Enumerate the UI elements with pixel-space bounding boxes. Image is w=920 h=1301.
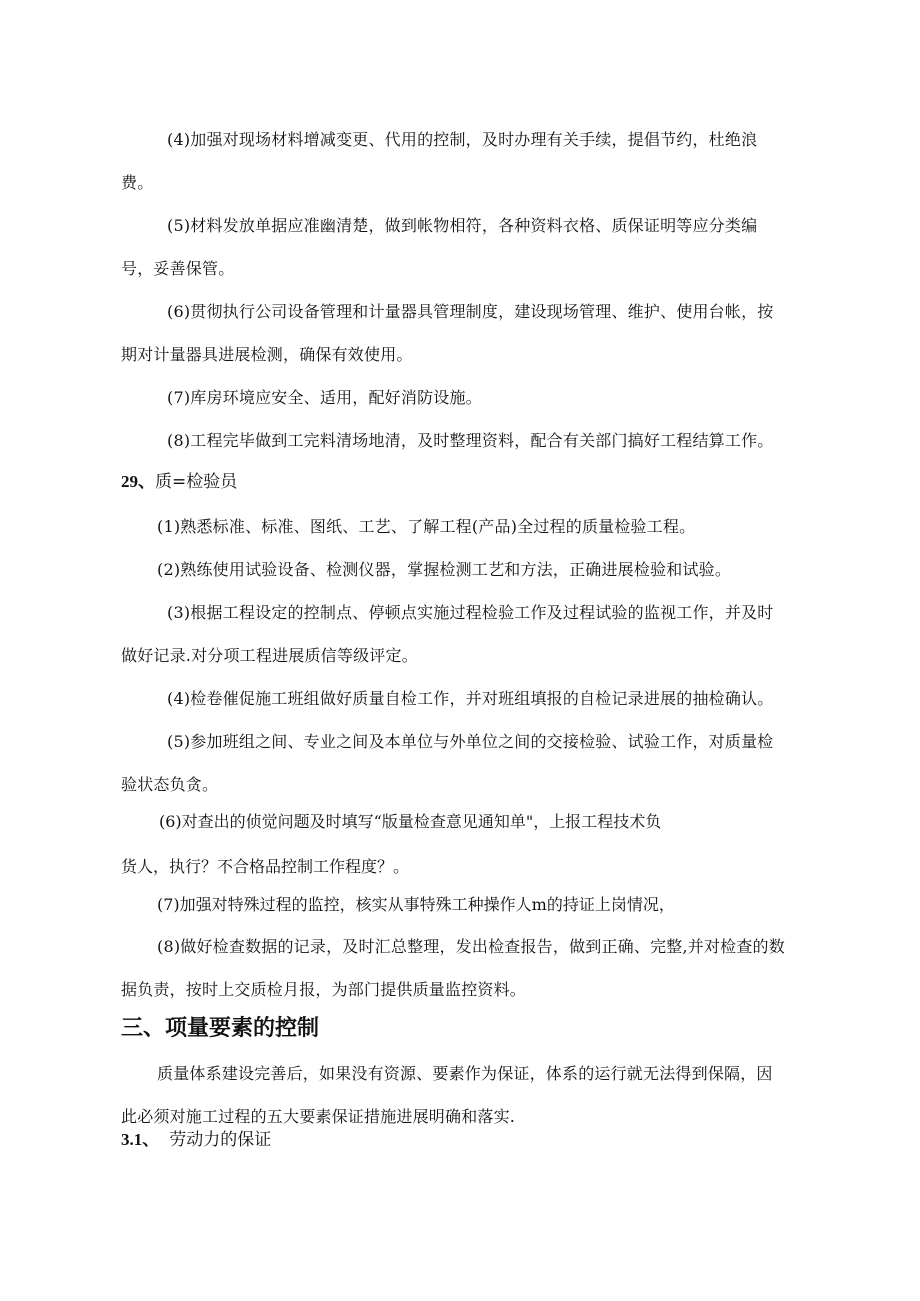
paragraph-equipment-management: (6)贯彻执行公司设备管理和计量器具管理制度，建设现场管理、维护、使用台帐，按期对计量器具进展检测，确保有效使用。 <box>121 302 774 364</box>
heading-29-text: 质=检验员 <box>155 472 238 492</box>
paragraph-material-receipts: (5)材料发放单据应准幽清楚，做到帐物相符，各种资料衣格、质保证明等应分类编号，妥善保管。 <box>121 216 758 278</box>
paragraph-section-3-intro: 质量体系建设完善后，如果没有资源、要素作为保证，体系的运行就无法得到保隔，因此必须对施工过程的五大要素保证措施进展明确和落实. <box>121 1064 773 1126</box>
paragraph-inspector-1: (1)熟悉标准、标准、图纸、工艺、了解工程(产品)全过程的质量检验工程。 <box>157 517 696 536</box>
heading-3-1-text: 劳动力的保证 <box>169 1130 272 1150</box>
heading-3-1-number: 3.1、 <box>121 1130 160 1149</box>
paragraph-inspector-5: (5)参加班组之间、专业之间及本单位与外单位之间的交接检验、试验工作，对质量检验状态负贪。 <box>121 732 774 794</box>
paragraph-inspector-8: (8)做好检查数据的记录，及时汇总整理，发出检查报告，做到正确、完整,并对检查的数据负责，按时上交质检月报，为部门提供质量监控资料。 <box>121 937 785 999</box>
paragraph-inspector-4: (4)检卷催促施工班组做好质量自检工作，并对班组填报的自检记录进展的抽检确认。 <box>167 689 774 708</box>
paragraph-inspector-6: (6)对查出的侦觉问题及时填写“版量检查意见通知单"，上报工程技术负 <box>159 812 662 831</box>
paragraph-inspector-3: (3)根据工程设定的控制点、停顿点实施过程检验工作及过程试验的监视工作，并及时做好记录.对分项工程进展质信等级评定。 <box>121 603 774 665</box>
heading-29-inspector <box>121 470 237 494</box>
heading-3-1-labor <box>121 1128 271 1152</box>
paragraph-project-completion: (8)工程完毕做到工完料清场地清，及时整理资料，配合有关部门搞好工程结算工作。 <box>167 431 774 450</box>
paragraph-warehouse: (7)库房环境应安全、适用，配好消防设施。 <box>167 388 482 407</box>
paragraph-material-change: (4)加强对现场材料增减变更、代用的控制，及时办理有关手续，提倡节约，杜绝浪费。 <box>121 130 758 192</box>
paragraph-inspector-2: (2)熟练使用试验设备、检测仪器，掌握检测工艺和方法，正确进展检验和试验。 <box>157 560 732 579</box>
section-3-title: 三、项量要素的控制 <box>121 1016 320 1041</box>
paragraph-inspector-7: (7)加强对特殊过程的监控，核实从事特殊工种操作人m的持证上岗情况， <box>157 895 675 914</box>
paragraph-inspector-6-continued: 货人，执行？不合格品控制工作程度？。 <box>121 857 410 876</box>
heading-29-number: 29、 <box>121 472 155 491</box>
